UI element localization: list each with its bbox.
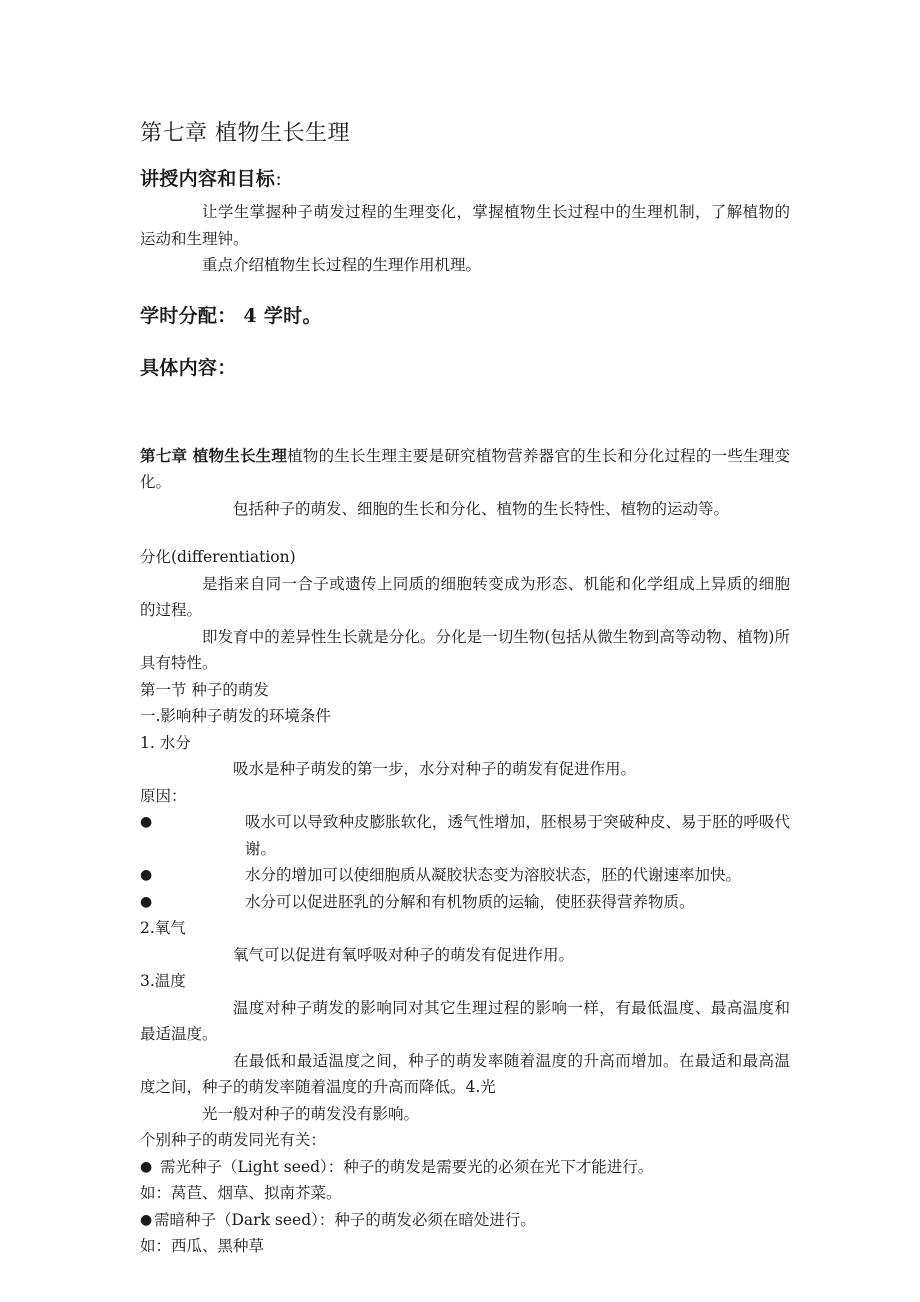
bullet-icon: ● <box>140 1211 153 1228</box>
list-item-label: 水分的增加可以使细胞质从凝胶状态变为溶胶状态，胚的代谢速率加快。 <box>245 866 742 884</box>
list-item-temperature: 3.温度 <box>140 972 186 990</box>
chapter-sub-paragraph: 包括种子的萌发、细胞的生长和分化、植物的生长特性、植物的运动等。 <box>233 499 730 518</box>
bullet-icon: ● <box>140 867 153 883</box>
paragraph-gap <box>140 522 790 544</box>
objectives-paragraph-2: 重点介绍植物生长过程的生理作用机理。 <box>202 256 482 274</box>
list-item-label: 吸水可以导致种皮膨胀软化，透气性增加，胚根易于突破种皮、易于胚的呼吸代谢。 <box>245 813 790 858</box>
differentiation-term: 分化(differentiation) <box>140 548 296 566</box>
list-item <box>140 889 790 916</box>
light-seed-examples: 如：莴苣、烟草、拟南芥菜。 <box>140 1184 342 1202</box>
hours-heading: 学时分配： 4 学时。 <box>140 304 322 327</box>
section-one-heading: 第一节 种子的萌发 <box>140 680 269 699</box>
list-item-label: 需光种子（Light seed）：种子的萌发是需要光的必须在光下才能进行。 <box>160 1157 654 1176</box>
list-item-dark-seed <box>140 1207 790 1234</box>
chapter-lead-bold: 第七章 植物生长生理 <box>140 445 288 465</box>
list-item <box>140 809 790 862</box>
list-item-oxygen-text: 氧气可以促进有氧呼吸对种子的萌发有促进作用。 <box>233 945 575 964</box>
objectives-heading <box>140 164 790 195</box>
differentiation-note: 即发育中的差异性生长就是分化。分化是一切生物(包括从微生物到高等动物、植物)所具有特性。 <box>140 627 790 672</box>
bullet-icon: ● <box>140 893 153 910</box>
objectives-heading-label: 讲授内容和目标 <box>140 168 276 190</box>
reason-label: 原因： <box>140 786 187 805</box>
light-relation-label: 个别种子的萌发同光有关： <box>140 1131 327 1149</box>
list-item-temperature-text-2: 在最低和最适温度之间，种子的萌发率随着温度的升高而增加。在最适和最高温度之间，种子的萌发率随着温度的升高而降低。4.光 <box>140 1051 790 1096</box>
list-item-oxygen: 2.氧气 <box>140 919 186 937</box>
objectives-paragraph-1: 让学生掌握种子萌发过程的生理变化，掌握植物生长过程中的生理机制，了解植物的运动和生理钟。 <box>140 203 790 248</box>
list-item-light-text: 光一般对种子的萌发没有影响。 <box>202 1104 420 1123</box>
list-item-temperature-text: 温度对种子萌发的影响同对其它生理过程的影响一样，有最低温度、最高温度和最适温度。 <box>140 998 790 1043</box>
factor-heading: 一.影响种子萌发的环境条件 <box>140 707 331 725</box>
list-item-light-seed <box>140 1154 790 1181</box>
objectives-heading-colon: ： <box>275 171 291 189</box>
list-item-water-text: 吸水是种子萌发的第一步，水分对种子的萌发有促进作用。 <box>233 760 637 778</box>
list-item-label: 水分可以促进胚乳的分解和有机物质的运输，使胚获得营养物质。 <box>245 892 695 911</box>
differentiation-definition: 是指来自同一合子或遗传上同质的细胞转变成为形态、机能和化学组成上异质的细胞的过程。 <box>140 574 790 619</box>
details-heading: 具体内容： <box>140 356 237 379</box>
bullet-icon: ● <box>140 1158 153 1175</box>
list-item-label: 需暗种子（Dark seed）：种子的萌发必须在暗处进行。 <box>154 1210 536 1229</box>
section-gap <box>140 387 790 443</box>
list-item <box>140 862 790 889</box>
page-title: 第七章 植物生长生理 <box>140 121 350 146</box>
dark-seed-examples: 如：西瓜、黑种草 <box>140 1237 265 1255</box>
chapter-lead-rest: 植物的生长生理主要是研究植物营养器官的生长和分化过程的一些生理变化。 <box>140 446 790 491</box>
chapter-lead-paragraph <box>140 443 790 496</box>
list-item-water: 1. 水分 <box>140 733 191 752</box>
bullet-icon: ● <box>140 814 153 830</box>
